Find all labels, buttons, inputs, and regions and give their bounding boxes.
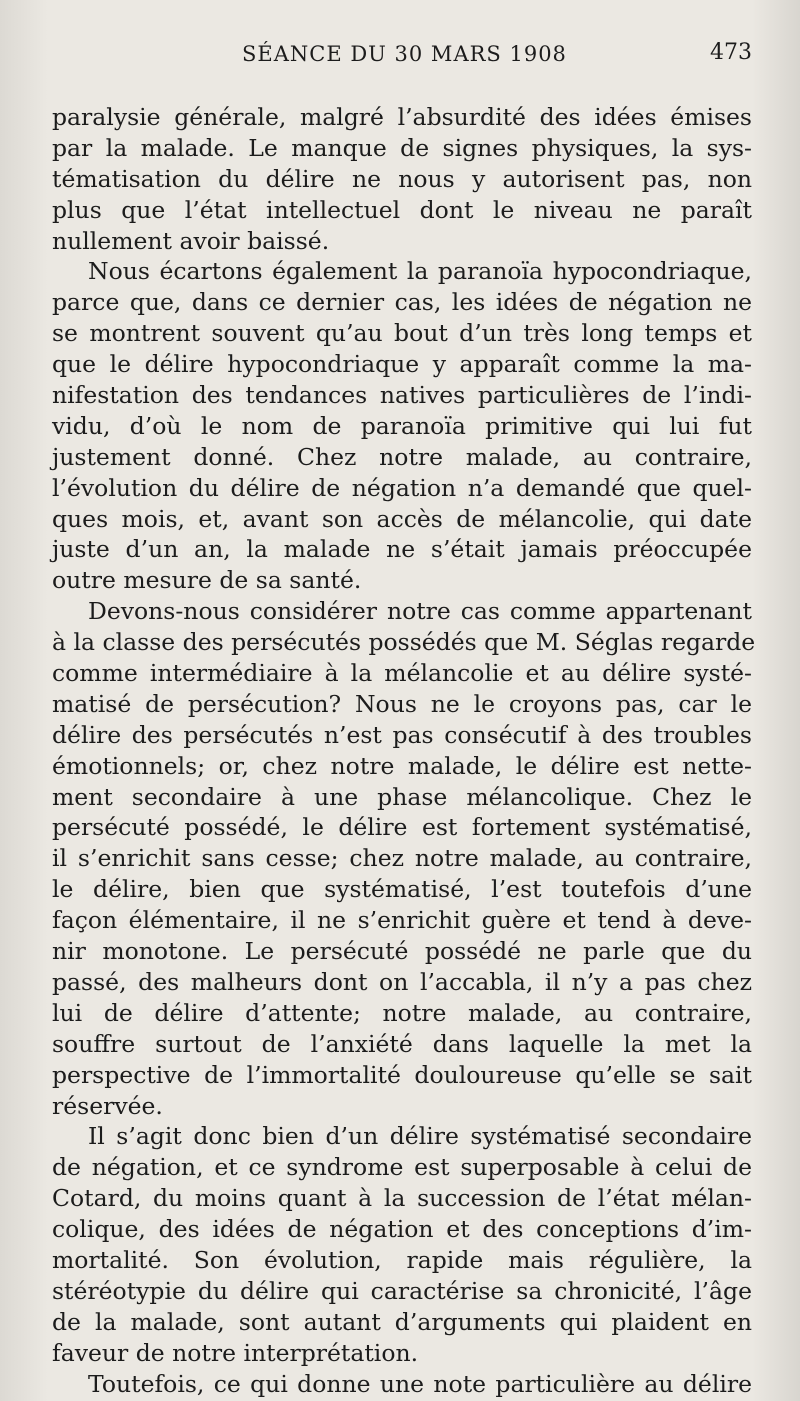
- text-line: Devons-nous considérer notre cas comme appartenant: [88, 597, 752, 626]
- text-line: nir monotone. Le persécuté possédé ne parle que du: [52, 937, 752, 966]
- text-line: délire des persécutés n’est pas consécutif à des troubles: [52, 720, 752, 749]
- text-line: le délire, bien que systématisé, l’est toutefois d’une: [52, 875, 752, 904]
- running-header: [52, 30, 752, 80]
- text-line: perspective de l’immortalité douloureuse qu’elle se sait: [52, 1060, 752, 1089]
- text-line: émotionnels; or, chez notre malade, le délire est nette-: [52, 751, 752, 780]
- page-number: 473: [710, 40, 752, 65]
- text-line: juste d’un an, la malade ne s’était jamais préoccupée: [52, 535, 752, 564]
- text-line: passé, des malheurs dont on l’accabla, il n’y a pas chez: [52, 967, 752, 996]
- text-line: colique, des idées de négation et des conceptions d’im-: [52, 1215, 752, 1244]
- text-line: plus que l’état intellectuel dont le niveau ne paraît: [52, 195, 752, 224]
- text-line: l’évolution du délire de négation n’a demandé que quel-: [52, 473, 752, 502]
- text-line: stéréotypie du délire qui caractérise sa chronicité, l’âge: [52, 1276, 752, 1305]
- text-line: comme intermédiaire à la mélancolie et au délire systé-: [52, 659, 752, 688]
- body-text: [52, 102, 756, 1399]
- text-line: ques mois, et, avant son accès de mélancolie, qui date: [52, 504, 752, 533]
- text-line: à la classe des persécutés possédés que M. Séglas regarde: [52, 628, 756, 657]
- text-line: faveur de notre interprétation.: [52, 1338, 419, 1367]
- running-title: SÉANCE DU 30 MARS 1908: [242, 42, 567, 66]
- text-line: lui de délire d’attente; notre malade, au contraire,: [52, 998, 752, 1027]
- text-line: vidu, d’où le nom de paranoïa primitive qui lui fut: [52, 411, 752, 440]
- text-line: il s’enrichit sans cesse; chez notre malade, au contraire,: [52, 844, 752, 873]
- text-line: souffre surtout de l’anxiété dans laquelle la met la: [52, 1029, 752, 1058]
- text-line: parce que, dans ce dernier cas, les idées de négation ne: [52, 288, 752, 317]
- text-line: tématisation du délire ne nous y autorisent pas, non: [52, 164, 752, 193]
- text-line: de la malade, sont autant d’arguments qui plaident en: [52, 1307, 752, 1336]
- text-line: de négation, et ce syndrome est superposable à celui de: [52, 1153, 752, 1182]
- text-line: façon élémentaire, il ne s’enrichit guère et tend à deve-: [52, 906, 752, 935]
- text-line: nifestation des tendances natives particulières de l’indi-: [52, 381, 752, 410]
- text-line: par la malade. Le manque de signes physiques, la sys-: [52, 133, 752, 162]
- text-line: Nous écartons également la paranoïa hypocondriaque,: [88, 257, 752, 286]
- text-line: réservée.: [52, 1091, 163, 1120]
- text-line: ment secondaire à une phase mélancolique. Chez le: [52, 782, 752, 811]
- text-line: matisé de persécution? Nous ne le croyons pas, car le: [52, 689, 752, 718]
- text-line: nullement avoir baissé.: [52, 226, 330, 255]
- text-line: mortalité. Son évolution, rapide mais régulière, la: [52, 1245, 752, 1274]
- text-line: que le délire hypocondriaque y apparaît comme la ma-: [52, 350, 752, 379]
- text-line: justement donné. Chez notre malade, au contraire,: [52, 442, 752, 471]
- text-line: persécuté possédé, le délire est fortement systématisé,: [52, 813, 752, 842]
- text-line: se montrent souvent qu’au bout d’un très long temps et: [52, 319, 752, 348]
- text-line: Il s’agit donc bien d’un délire systématisé secondaire: [88, 1122, 752, 1151]
- text-line: Cotard, du moins quant à la succession de l’état mélan-: [52, 1184, 752, 1213]
- text-line: Toutefois, ce qui donne une note particulière au délire: [88, 1369, 752, 1398]
- text-line: paralysie générale, malgré l’absurdité des idées émises: [52, 103, 752, 131]
- text-line: outre mesure de sa santé.: [52, 566, 362, 595]
